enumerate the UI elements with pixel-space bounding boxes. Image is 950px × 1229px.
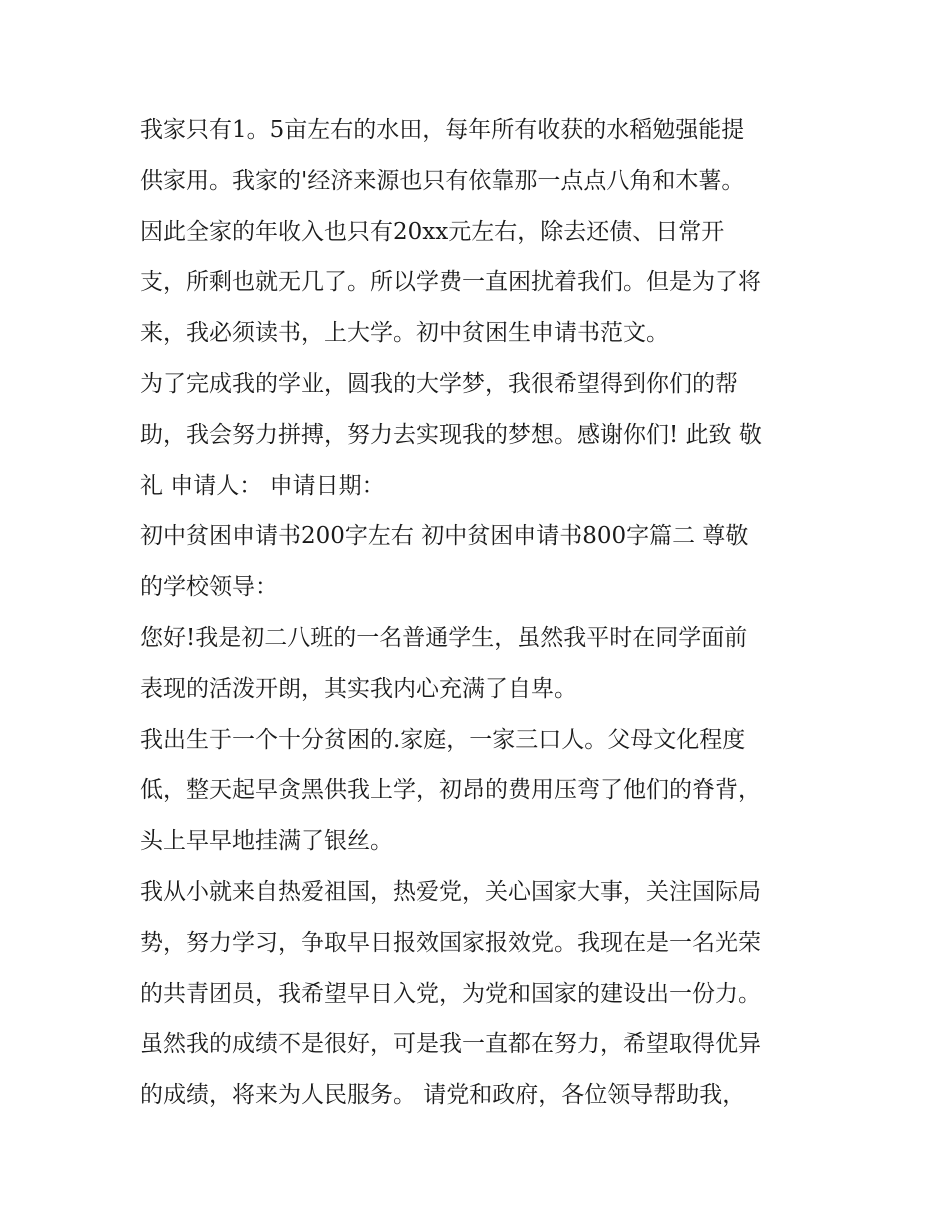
text-line: 我家只有1。5亩左右的水田，每年所有收获的水稻勉强能提 xyxy=(140,117,745,143)
text-line: 为了完成我的学业，圆我的大学梦，我很希望得到你们的帮 xyxy=(140,370,738,397)
text-line: 表现的活泼开朗，其实我内心充满了自卑。 xyxy=(140,675,577,702)
text-line: 头上早早地挂满了银丝。 xyxy=(140,828,393,855)
text-line: 因此全家的年收入也只有20xx元左右，除去还债、日常开 xyxy=(140,218,725,245)
text-line: 虽然我的成绩不是很好，可是我一直都在努力，希望取得优异 xyxy=(140,1031,761,1058)
document-body xyxy=(140,105,815,1121)
text-line: 供家用。我家的'经济来源也只有依靠那一点点八角和木薯。 xyxy=(140,167,745,194)
text-line: 您好!我是初二八班的一名普通学生，虽然我平时在同学面前 xyxy=(140,624,748,651)
text-line: 支，所剩也就无几了。所以学费一直困扰着我们。但是为了将 xyxy=(140,269,761,296)
text-line: 低，整天起早贪黑供我上学，初昂的费用压弯了他们的脊背， xyxy=(140,777,761,804)
text-line: 来，我必须读书，上大学。初中贫困生申请书范文。 xyxy=(140,320,669,347)
text-line: 初中贫困申请书200字左右 初中贫困申请书800字篇二 尊敬 xyxy=(140,523,749,550)
text-line: 助，我会努力拼搏，努力去实现我的梦想。感谢你们! 此致 敬 xyxy=(140,421,762,448)
text-line: 的共青团员，我希望早日入党，为党和国家的建设出一份力。 xyxy=(140,980,761,1007)
text-line: 势，努力学习，争取早日报效国家报效党。我现在是一名光荣 xyxy=(140,929,761,956)
text-line: 的成绩，将来为人民服务。 请党和政府，各位领导帮助我， xyxy=(140,1082,746,1109)
text-line: 我从小就来自热爱祖国，热爱党，关心国家大事，关注国际局 xyxy=(140,878,761,905)
text-line: 我出生于一个十分贫困的.家庭，一家三口人。父母文化程度 xyxy=(140,726,746,753)
text-line: 的学校领导： xyxy=(140,574,278,601)
text-line: 礼 申请人： 申请日期： xyxy=(140,472,385,499)
